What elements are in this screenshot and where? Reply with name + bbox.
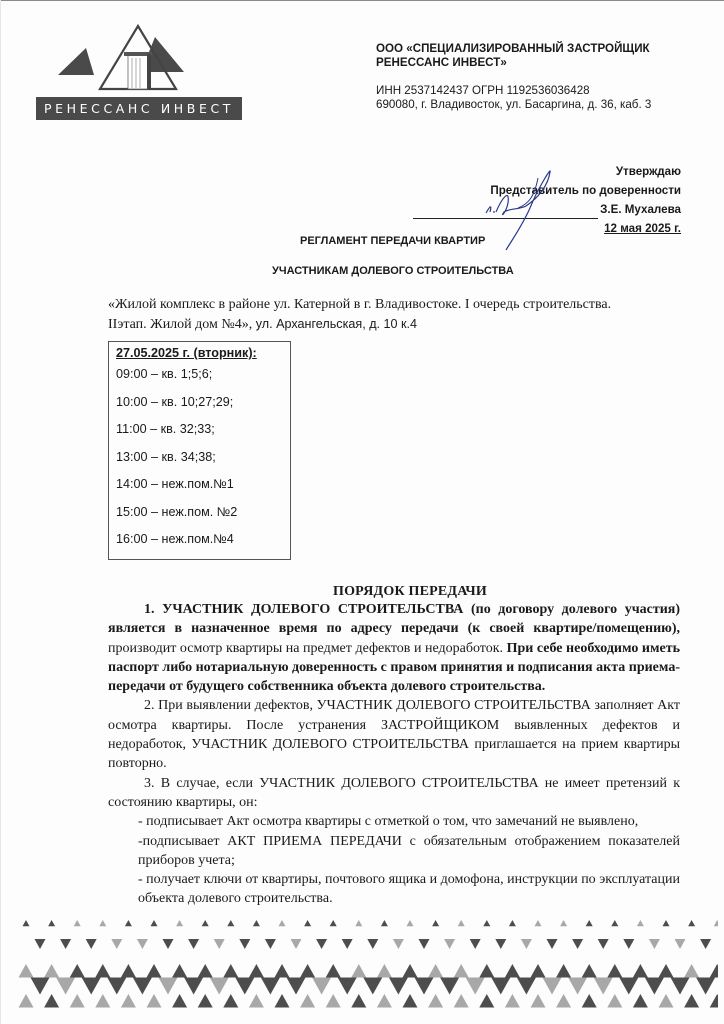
decor-triangle xyxy=(239,939,250,949)
decor-triangle xyxy=(521,939,532,949)
decor-triangle xyxy=(60,939,71,949)
schedule-slot: 13:00 – кв. 34;38; xyxy=(116,449,216,464)
decor-triangle xyxy=(403,964,418,978)
decor-triangle xyxy=(210,977,229,994)
decor-triangle xyxy=(198,964,213,978)
decor-triangle xyxy=(415,977,434,994)
decor-triangle xyxy=(377,964,392,978)
approver-position: Представитель по доверенности xyxy=(490,184,681,197)
decor-triangle xyxy=(543,977,562,994)
decor-triangle xyxy=(649,939,660,949)
decor-triangle xyxy=(671,977,690,994)
decor-triangle xyxy=(316,939,327,949)
decor-triangle xyxy=(19,994,34,1008)
decor-triangle xyxy=(291,939,302,949)
decor-triangle xyxy=(572,939,583,949)
decor-triangle xyxy=(223,964,238,978)
decor-triangle xyxy=(23,920,30,926)
decor-triangle xyxy=(637,920,644,926)
decor-triangle xyxy=(95,964,110,978)
decor-triangle xyxy=(505,994,520,1008)
decor-triangle xyxy=(560,920,567,926)
decor-triangle xyxy=(70,964,85,978)
decor-triangle xyxy=(107,977,126,994)
company-header xyxy=(376,42,651,111)
decor-triangle xyxy=(491,977,510,994)
decor-triangle xyxy=(714,920,718,926)
decor-triangle xyxy=(70,994,85,1008)
decor-triangle xyxy=(275,964,290,978)
decor-triangle xyxy=(598,939,609,949)
decor-triangle xyxy=(338,977,357,994)
decor-triangle xyxy=(547,939,558,949)
decor-triangle xyxy=(381,920,388,926)
decor-triangle xyxy=(633,964,648,978)
decor-triangle xyxy=(454,994,469,1008)
decor-triangle xyxy=(223,994,238,1008)
decor-triangle xyxy=(287,977,306,994)
decor-triangle xyxy=(163,939,174,949)
decor-triangle xyxy=(623,939,634,949)
decor-triangle xyxy=(531,994,546,1008)
decor-triangle xyxy=(147,964,162,978)
procedure-body xyxy=(108,600,680,909)
decor-triangle xyxy=(198,994,213,1008)
decor-triangle xyxy=(568,977,587,994)
schedule-slot: 14:00 – неж.пом.№1 xyxy=(116,477,234,491)
company-name-line2: РЕНЕССАНС ИНВЕСТ» xyxy=(376,55,507,69)
schedule-slot: 10:00 – кв. 10;27;29; xyxy=(116,394,234,409)
approver-name: З.Е. Мухалева xyxy=(600,203,681,216)
decor-triangle xyxy=(363,977,382,994)
project-address: ул. Архангельская, д. 10 к.4 xyxy=(252,316,418,331)
decor-triangle xyxy=(556,964,571,978)
decor-triangle xyxy=(535,920,542,926)
decor-triangle xyxy=(326,994,341,1008)
decor-triangle xyxy=(19,964,34,978)
decor-triangle xyxy=(444,939,455,949)
schedule-date-colon: : xyxy=(252,346,257,360)
decor-triangle xyxy=(184,977,203,994)
decor-triangle xyxy=(44,994,59,1008)
decor-triangle xyxy=(607,994,622,1008)
decor-triangle xyxy=(582,994,597,1008)
decor-triangle xyxy=(249,994,264,1008)
procedure-item-1-normal: производит осмотр квартиры на предмет дефектов и недоработок. xyxy=(108,640,507,656)
approval-date: 12 мая 2025 г. xyxy=(604,222,681,235)
decor-triangle xyxy=(261,977,280,994)
decor-triangle xyxy=(479,994,494,1008)
schedule-slot: 15:00 – неж.пом. №2 xyxy=(116,504,238,519)
procedure-item-3: 3. В случае, если УЧАСТНИК ДОЛЕВОГО СТРОИТЕЛЬСТВА не имеет претензий к состоянию квартиры, он: xyxy=(108,775,680,810)
decor-triangle xyxy=(227,920,234,926)
decor-triangle xyxy=(556,994,571,1008)
schedule-slot: 16:00 – неж.пом.№4 xyxy=(116,532,234,546)
decor-triangle xyxy=(82,977,101,994)
company-address: 690080, г. Владивосток, ул. Басаргина, д. 36, каб. 3 xyxy=(376,97,652,111)
decor-triangle xyxy=(342,939,353,949)
decor-triangle xyxy=(44,964,59,978)
decor-triangle xyxy=(586,920,593,926)
document-subtitle: УЧАСТНИКАМ ДОЛЕВОГО СТРОИТЕЛЬСТВА xyxy=(272,265,514,277)
decor-triangle xyxy=(351,964,366,978)
decor-triangle xyxy=(125,920,132,926)
procedure-bullet: - подписывает Акт осмотра квартиры с отметкой о том, что замечаний не выявлено, xyxy=(138,814,639,830)
procedure-item-1-bold-b: При себе необходимо иметь паспорт либо нотариальную доверенность с правом принятия и подписания акта приема-передачи от будущего собственника объекта долевого строительства. xyxy=(108,640,681,695)
decor-triangle xyxy=(505,964,520,978)
decor-triangle xyxy=(235,977,254,994)
decor-triangle xyxy=(466,977,485,994)
decor-triangle xyxy=(95,994,110,1008)
decor-triangle xyxy=(710,994,718,1008)
decor-triangle xyxy=(330,920,337,926)
decor-triangle xyxy=(279,920,286,926)
triangle-pattern-decoration xyxy=(10,912,718,1012)
decor-triangle xyxy=(48,920,55,926)
procedure-item-2: 2. При выявлении дефектов, УЧАСТНИК ДОЛЕВОГО СТРОИТЕЛЬСТВА заполняет Акт осмотра квартиры. После устранения ЗАСТРОЙЩИКОМ выявленных дефектов и недоработок, УЧАСТНИК ДОЛЕВОГО СТРОИТЕЛЬСТВА приглашается на прием квартиры повторно. xyxy=(108,698,680,772)
decor-triangle xyxy=(594,977,613,994)
decor-triangle xyxy=(432,920,439,926)
decor-triangle xyxy=(300,994,315,1008)
decor-triangle xyxy=(428,964,443,978)
decor-triangle xyxy=(531,964,546,978)
decor-triangle xyxy=(367,939,378,949)
decor-triangle xyxy=(74,920,81,926)
signature-icon xyxy=(478,168,573,253)
decor-triangle xyxy=(611,920,618,926)
decor-triangle xyxy=(700,939,711,949)
decor-triangle xyxy=(403,994,418,1008)
decor-triangle xyxy=(56,977,75,994)
decor-triangle xyxy=(645,977,664,994)
schedule-date: 27.05.2025 г. (вторник) xyxy=(116,346,253,360)
decor-triangle xyxy=(684,964,699,978)
decor-triangle xyxy=(377,994,392,1008)
decor-triangle xyxy=(35,939,46,949)
decor-triangle xyxy=(355,920,362,926)
procedure-bullet: - получает ключи от квартиры, почтового ящика и домофона, инструкции по эксплуатации объекта долевого строительства. xyxy=(138,872,680,907)
decor-triangle xyxy=(684,994,699,1008)
decor-triangle xyxy=(675,939,686,949)
decor-triangle xyxy=(172,994,187,1008)
decor-triangle xyxy=(696,977,715,994)
decor-triangle xyxy=(688,920,695,926)
schedule-slot: 11:00 – кв. 32;33; xyxy=(116,422,215,436)
decor-triangle xyxy=(326,964,341,978)
company-ids: ИНН 2537142437 ОГРН 1192536036428 xyxy=(376,84,590,97)
decor-triangle xyxy=(300,964,315,978)
decor-triangle xyxy=(133,977,152,994)
procedure-bullet: -подписывает АКТ ПРИЕМА ПЕРЕДАЧИ с обязательным отображением показателей приборов учета; xyxy=(138,833,680,868)
decor-triangle xyxy=(249,964,264,978)
schedule-box xyxy=(108,341,291,560)
decor-triangle xyxy=(275,994,290,1008)
decor-triangle xyxy=(479,964,494,978)
decor-triangle xyxy=(121,964,136,978)
project-description xyxy=(108,296,708,334)
decor-triangle xyxy=(188,939,199,949)
decor-triangle xyxy=(137,939,148,949)
company-name-line1: ООО «СПЕЦИАЛИЗИРОВАННЫЙ ЗАСТРОЙЩИК xyxy=(376,42,650,55)
decor-triangle xyxy=(214,939,225,949)
procedure-item-1 xyxy=(108,600,680,696)
decor-triangle xyxy=(407,920,414,926)
decor-triangle xyxy=(147,994,162,1008)
decor-triangle xyxy=(495,939,506,949)
decor-triangle xyxy=(151,920,158,926)
decor-triangle xyxy=(202,920,209,926)
document-title: РЕГЛАМЕНТ ПЕРЕДАЧИ КВАРТИР xyxy=(300,235,486,247)
decor-triangle xyxy=(633,994,648,1008)
decor-triangle xyxy=(99,920,106,926)
decor-triangle xyxy=(172,964,187,978)
decor-triangle xyxy=(265,939,276,949)
decor-triangle xyxy=(509,920,516,926)
decor-triangle xyxy=(312,977,331,994)
decor-triangle xyxy=(159,977,178,994)
decor-triangle xyxy=(659,994,674,1008)
decor-triangle xyxy=(253,920,260,926)
decor-triangle xyxy=(659,964,674,978)
pyramids-column-icon xyxy=(36,22,246,102)
logo-brand-text: РЕНЕССАНС ИНВЕСТ xyxy=(36,97,242,120)
decor-triangle xyxy=(607,964,622,978)
decor-triangle xyxy=(304,920,311,926)
decor-triangle xyxy=(582,964,597,978)
approve-label: Утверждаю xyxy=(615,165,681,178)
decor-triangle xyxy=(470,939,481,949)
decor-triangle xyxy=(31,977,50,994)
decor-triangle xyxy=(440,977,459,994)
schedule-slot: 09:00 – кв. 1;5;6; xyxy=(116,367,213,381)
decor-triangle xyxy=(517,977,536,994)
page-left-edge xyxy=(0,0,1,1024)
page-top-edge xyxy=(0,0,724,1)
decor-triangle xyxy=(111,939,122,949)
project-line-2: IIэтап. Жилой дом №4», xyxy=(108,316,253,332)
decor-triangle xyxy=(483,920,490,926)
decor-triangle xyxy=(86,939,97,949)
procedure-item-1-bold-a: 1. УЧАСТНИК ДОЛЕВОГО СТРОИТЕЛЬСТВА (по договору долевого участия) является в назначенное время по адресу передачи (к своей квартире/помещению), xyxy=(108,602,680,637)
decor-triangle xyxy=(121,994,136,1008)
decor-triangle xyxy=(710,964,718,978)
company-logo xyxy=(36,22,246,122)
decor-triangle xyxy=(458,920,465,926)
decor-triangle xyxy=(619,977,638,994)
project-line-1: «Жилой комплекс в районе ул. Катерной в г. Владивостоке. I очередь строительства. xyxy=(108,297,612,312)
decor-triangle xyxy=(351,994,366,1008)
decor-triangle xyxy=(393,939,404,949)
decor-triangle xyxy=(419,939,430,949)
procedure-title: ПОРЯДОК ПЕРЕДАЧИ xyxy=(332,584,487,599)
decor-triangle xyxy=(663,920,670,926)
decor-triangle xyxy=(454,964,469,978)
decor-triangle xyxy=(428,994,443,1008)
decor-triangle xyxy=(176,920,183,926)
decor-triangle xyxy=(389,977,408,994)
